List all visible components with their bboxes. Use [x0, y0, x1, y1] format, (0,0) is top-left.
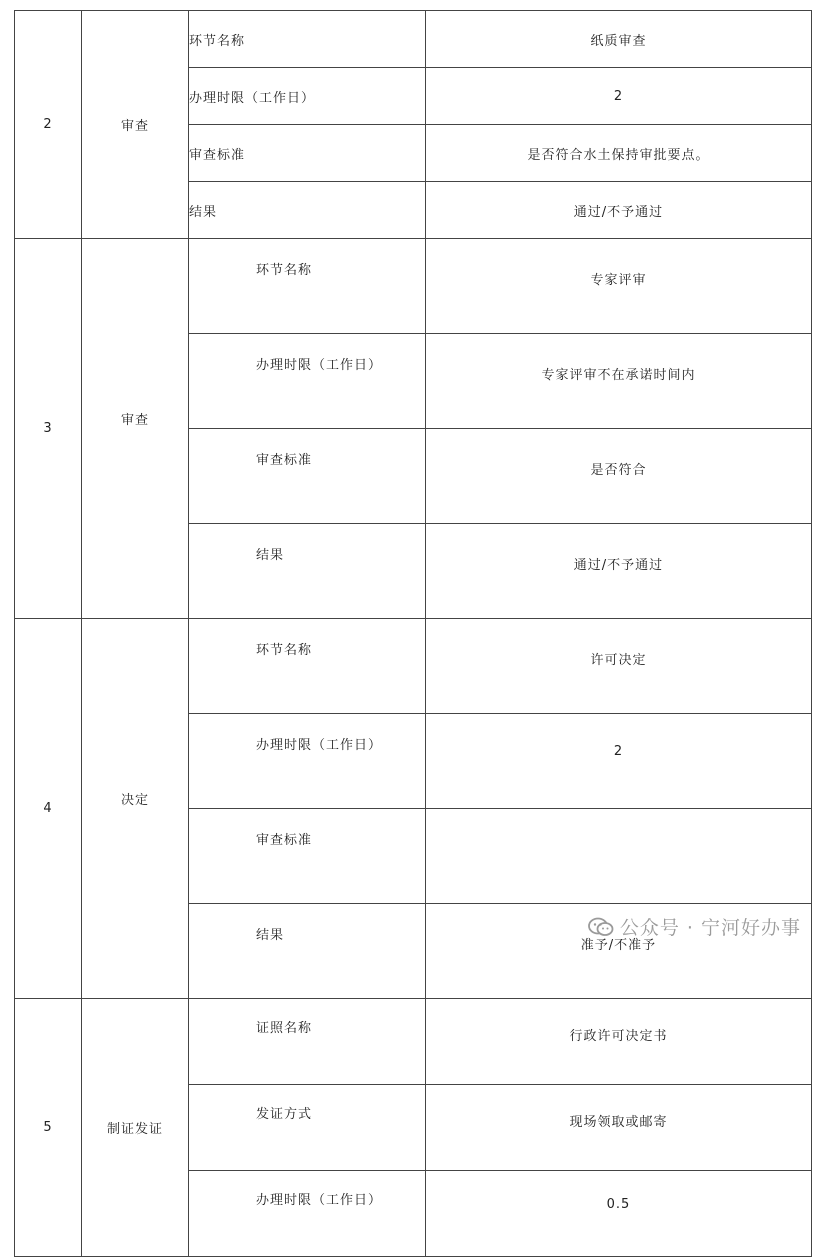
field-value: 专家评审 [426, 239, 812, 334]
table-row [15, 619, 812, 714]
field-label: 结果 [189, 524, 426, 619]
stage-label: 审查 [120, 413, 149, 428]
field-value: 2 [426, 714, 812, 809]
watermark-text: 公众号 · 宁河好办事 [619, 917, 801, 939]
field-value: 纸质审查 [426, 11, 812, 68]
field-value: 是否符合水土保持审批要点。 [426, 125, 812, 182]
field-label: 结果 [189, 182, 426, 239]
step-number: 2 [15, 11, 82, 239]
field-label: 办理时限（工作日） [189, 714, 426, 809]
step-number: 5 [15, 999, 82, 1257]
table-row [15, 999, 812, 1085]
field-value: 通过/不予通过 [426, 182, 812, 239]
table-row [15, 11, 812, 68]
stage-name [82, 239, 189, 619]
field-label: 审查标准 [189, 125, 426, 182]
field-value: 许可决定 [426, 619, 812, 714]
field-label: 办理时限（工作日） [189, 334, 426, 429]
field-label: 环节名称 [189, 619, 426, 714]
stage-name [82, 11, 189, 239]
field-label: 环节名称 [189, 11, 426, 68]
field-value: 通过/不予通过 [426, 524, 812, 619]
stage-label: 审查 [120, 119, 149, 134]
field-value: 是否符合 [426, 429, 812, 524]
field-value: 2 [426, 68, 812, 125]
stage-name [82, 619, 189, 999]
wechat-icon [588, 917, 614, 937]
field-label: 办理时限（工作日） [189, 1171, 426, 1257]
stage-label: 制证发证 [106, 1122, 163, 1137]
field-value [426, 809, 812, 904]
stage-label: 决定 [120, 793, 149, 808]
field-value: 0.5 [426, 1171, 812, 1257]
step-number: 4 [15, 619, 82, 999]
field-label: 结果 [189, 904, 426, 999]
step-number: 3 [15, 239, 82, 619]
field-label: 环节名称 [189, 239, 426, 334]
field-label: 发证方式 [189, 1085, 426, 1171]
field-value: 专家评审不在承诺时间内 [426, 334, 812, 429]
field-label: 证照名称 [189, 999, 426, 1085]
procedure-table [14, 10, 812, 1257]
stage-name [82, 999, 189, 1257]
field-value: 现场领取或邮寄 [426, 1085, 812, 1171]
field-value: 行政许可决定书 [426, 999, 812, 1085]
wechat-watermark [588, 913, 801, 940]
field-label: 审查标准 [189, 809, 426, 904]
field-value: 准予/不准予 [426, 904, 812, 999]
table-row [15, 239, 812, 334]
field-label: 审查标准 [189, 429, 426, 524]
field-label: 办理时限（工作日） [189, 68, 426, 125]
